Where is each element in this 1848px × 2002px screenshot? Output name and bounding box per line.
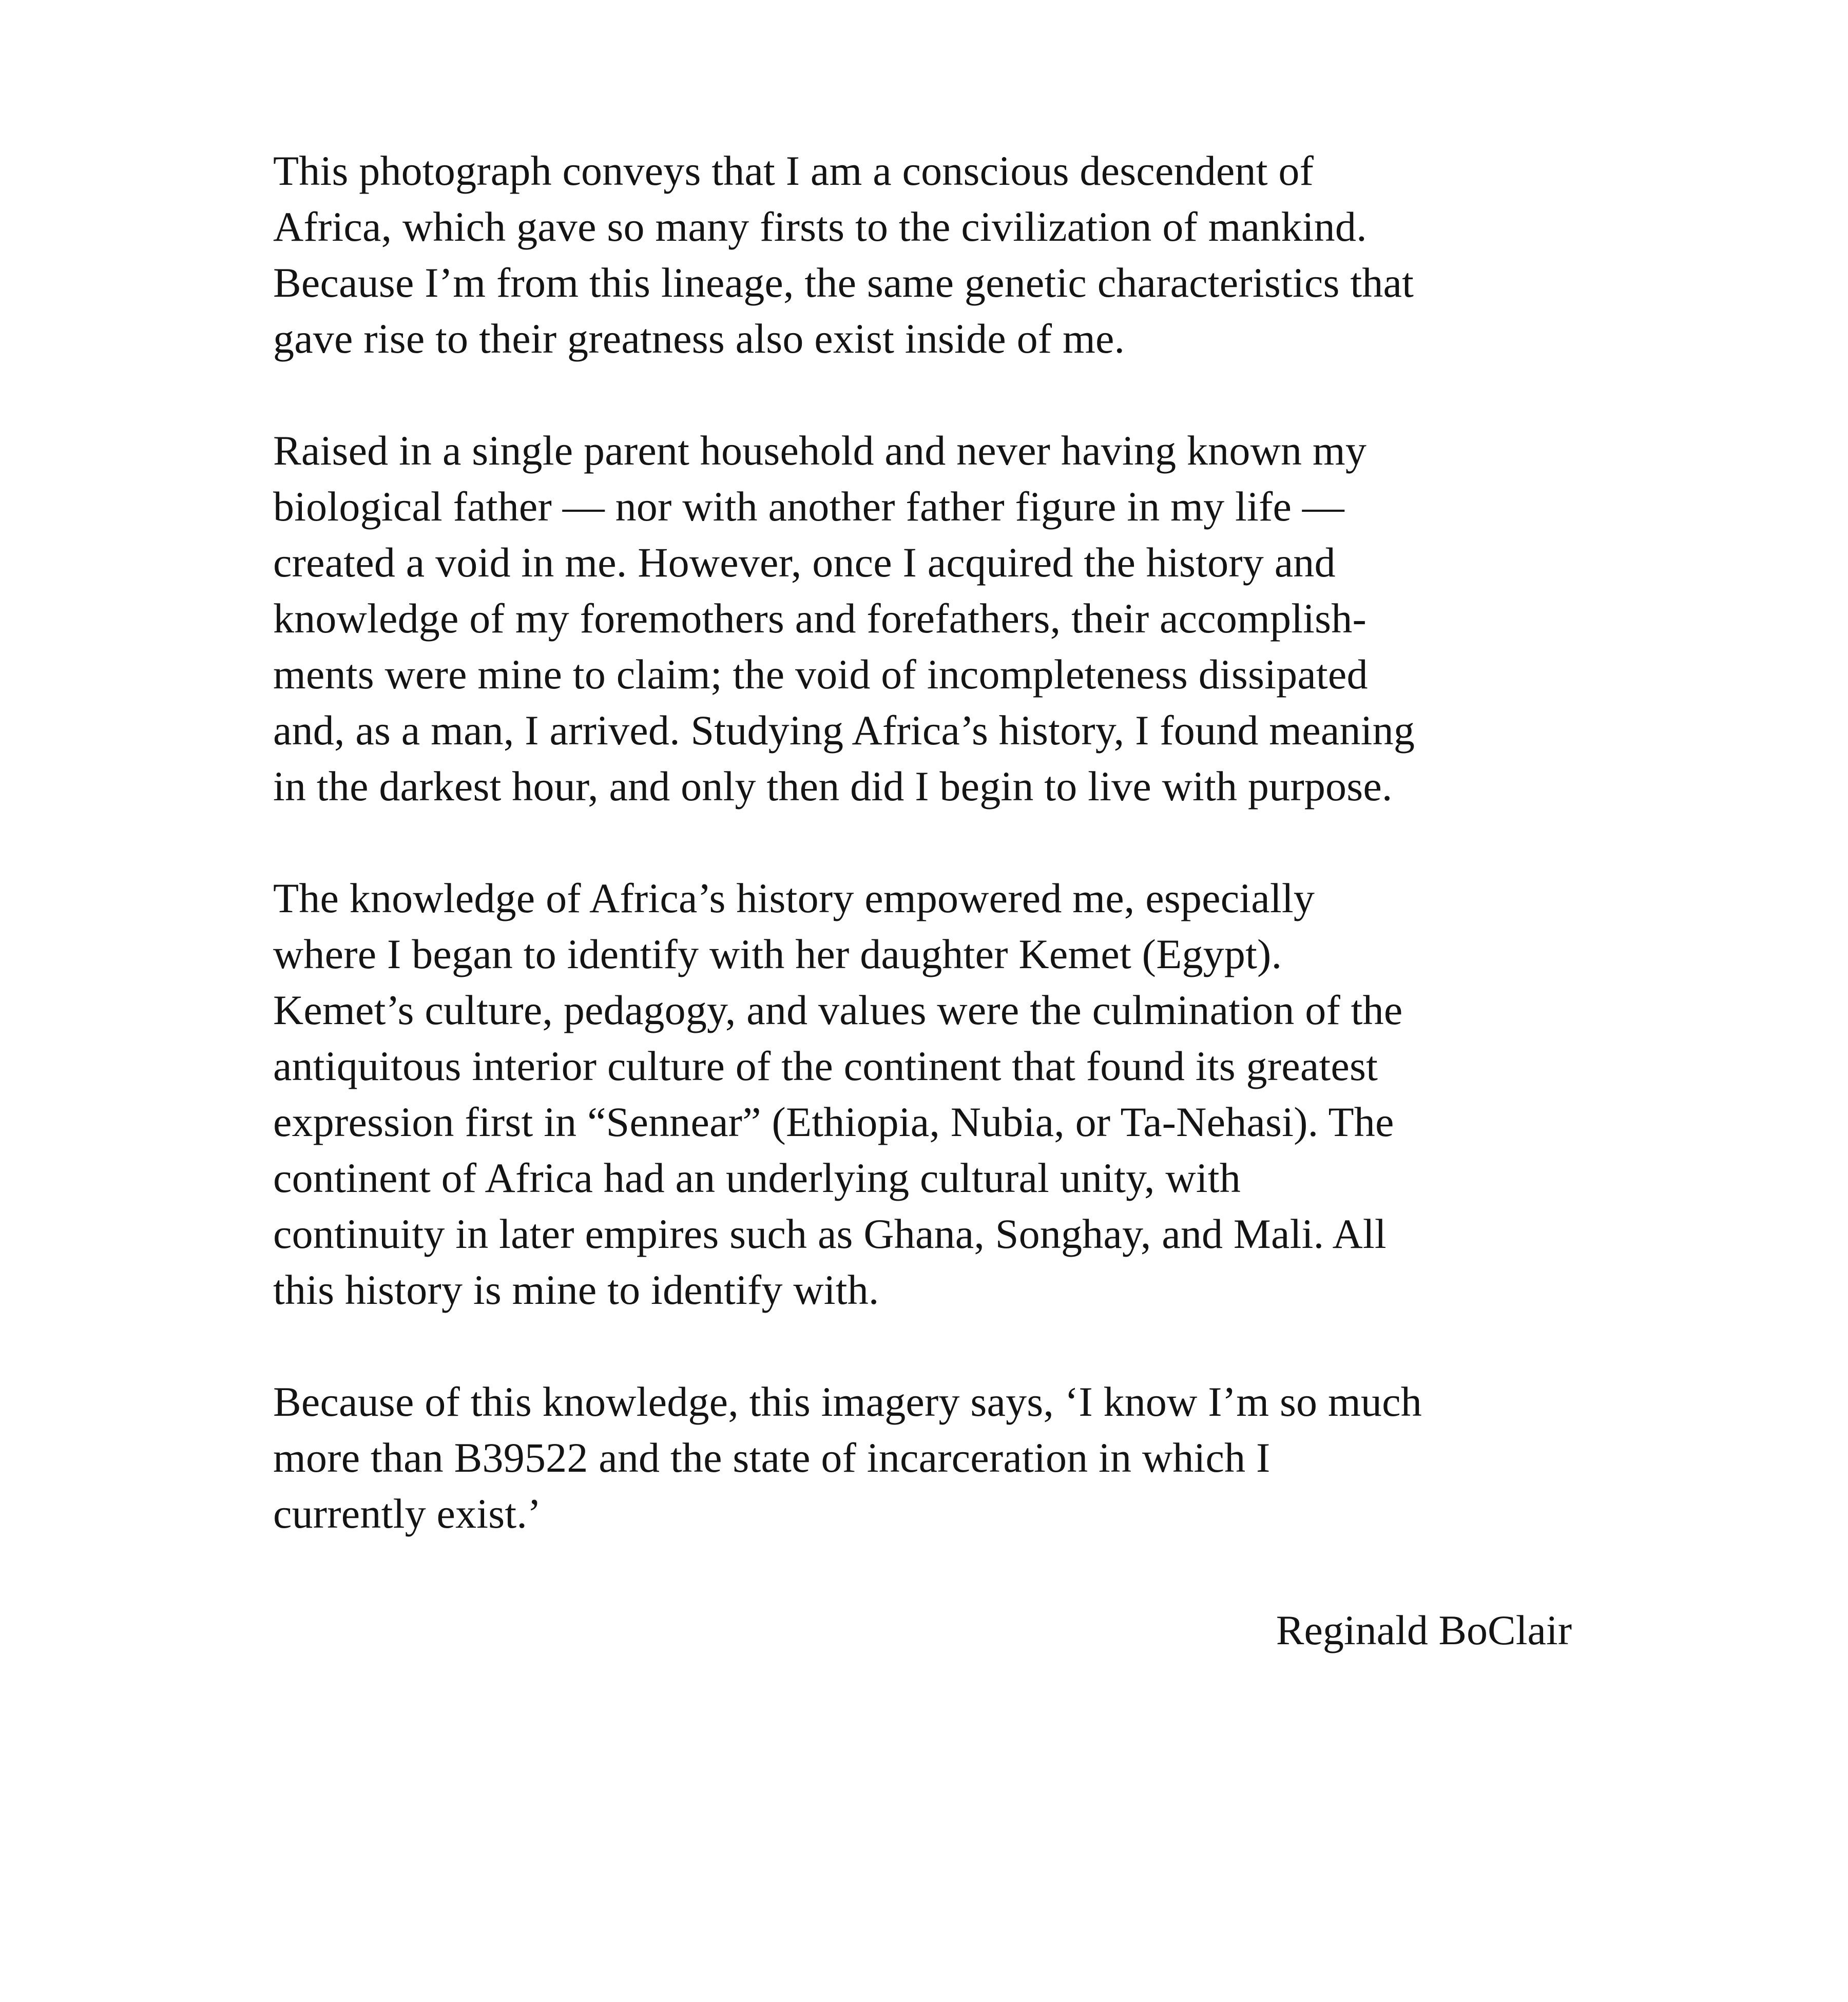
text-line: gave rise to their greatness also exist inside of me. bbox=[273, 315, 1125, 362]
text-line: where I began to identify with her daughter Kemet (Egypt). bbox=[273, 931, 1282, 977]
author-signature: Reginald BoClair bbox=[1276, 1607, 1572, 1653]
text-line: currently exist.’ bbox=[273, 1490, 542, 1537]
text-line: Africa, which gave so many firsts to the civilization of mankind. bbox=[273, 203, 1367, 250]
text-line: Because I’m from this lineage, the same genetic characteristics that bbox=[273, 259, 1414, 306]
text-line: and, as a man, I arrived. Studying Africa’s history, I found meaning bbox=[273, 707, 1415, 754]
text-line: The knowledge of Africa’s history empowered me, especially bbox=[273, 875, 1315, 921]
text-line: expression first in “Sennear” (Ethiopia, Nubia, or Ta-Nehasi). The bbox=[273, 1099, 1394, 1145]
text-line: this history is mine to identify with. bbox=[273, 1266, 879, 1313]
text-line: knowledge of my foremothers and forefathers, their accomplish- bbox=[273, 595, 1366, 642]
text-line: ments were mine to claim; the void of incompleteness dissipated bbox=[273, 651, 1368, 698]
text-line: more than B39522 and the state of incarceration in which I bbox=[273, 1434, 1270, 1481]
text-line: in the darkest hour, and only then did I begin to live with purpose. bbox=[273, 763, 1393, 810]
text-line: antiquitous interior culture of the continent that found its greatest bbox=[273, 1043, 1378, 1089]
text-line: continent of Africa had an underlying cultural unity, with bbox=[273, 1154, 1241, 1201]
text-line: Because of this knowledge, this imagery says, ‘I know I’m so much bbox=[273, 1378, 1422, 1425]
paragraph bbox=[273, 870, 1572, 1318]
text-line: Raised in a single parent household and never having known my bbox=[273, 427, 1367, 474]
text-line: This photograph conveys that I am a conscious descendent of bbox=[273, 147, 1314, 194]
paragraph bbox=[273, 422, 1572, 814]
text-line: created a void in me. However, once I acquired the history and bbox=[273, 539, 1336, 586]
paragraph bbox=[273, 1374, 1572, 1542]
text-line: Kemet’s culture, pedagogy, and values were the culmination of the bbox=[273, 987, 1403, 1033]
text-line: continuity in later empires such as Ghana, Songhay, and Mali. All bbox=[273, 1210, 1387, 1257]
paragraph bbox=[273, 143, 1572, 367]
document-body bbox=[273, 143, 1572, 1658]
text-line: biological father — nor with another father figure in my life — bbox=[273, 483, 1344, 530]
